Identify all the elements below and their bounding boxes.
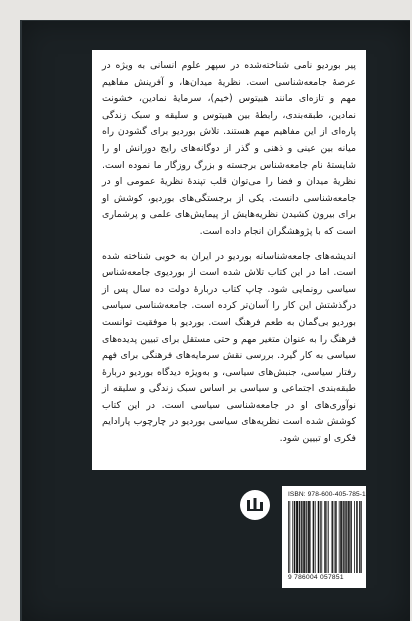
barcode-bar — [318, 501, 319, 573]
barcode-bar — [318, 501, 319, 573]
barcode-bar — [313, 501, 314, 573]
barcode-bar — [304, 501, 305, 573]
barcode-bar — [297, 501, 298, 573]
barcode-bar — [292, 501, 293, 573]
barcode-bar — [303, 501, 304, 573]
barcode-bar — [361, 501, 362, 573]
barcode-bar — [315, 501, 316, 573]
barcode-bar — [297, 501, 298, 573]
barcode-bar — [341, 501, 342, 573]
barcode-bar — [289, 501, 290, 573]
blurb-paragraph-2: اندیشه‌های جامعه‌شناسانه بوردیو در ایران به خوبی شناخته شده است. اما در این کتاب تلاش شده است از بوردیوی جامعه‌شناس سیاسی رونمایی شود. چاپ کتاب دربارهٔ دولت ده سال پس از درگذشتش این کار را آسان‌تر کرده است. جامعه‌شناسی سیاسی بوردیو بی‌گمان به طعم فرهنگ است. بوردیو با موفقیت توانست فرهنگ را به عنوان متغیر مهم و حتی مستقل برای تبیین پدیده‌های سیاسی به کار گیرد. بررسی نقش سرمایه‌های فرهنگی برای فهم رفتار سیاسی، جنبش‌های سیاسی، و به‌ویژه دیدگاه بوردیو دربارهٔ طبقه‌بندی اجتماعی و سیاسی بر اساس سبک زندگی و سلیقه از نوآوری‌های او در جامعه‌شناسی سیاسی است. در این کتاب کوشش شده است نظریه‌های سیاسی بوردیو در چارچوب پارادایم فکری او تبیین شود. — [102, 250, 356, 445]
barcode-bar — [348, 501, 349, 573]
barcode-bar — [344, 501, 345, 573]
barcode-bar — [339, 501, 340, 573]
barcode-bar — [309, 501, 310, 573]
isbn-text: ISBN: 978-600-405-785-1 — [288, 491, 366, 498]
barcode-bar — [295, 501, 296, 573]
barcode-bar — [308, 501, 309, 573]
barcode-bar — [343, 501, 344, 573]
barcode-bar — [308, 501, 309, 573]
barcode-label — [282, 486, 366, 588]
barcode-bar — [347, 501, 348, 573]
barcode-bar — [335, 501, 336, 573]
barcode-bar — [301, 501, 302, 573]
barcode-bar — [350, 501, 351, 573]
barcode-bar — [356, 501, 357, 573]
barcode-bar — [332, 501, 333, 573]
blurb-panel — [92, 50, 366, 470]
barcode-bar — [313, 501, 314, 573]
barcode-bar — [328, 501, 329, 573]
barcode-bar — [334, 501, 335, 573]
barcode-bar — [324, 501, 325, 573]
barcode-bar — [299, 501, 300, 573]
publisher-logo-icon — [240, 490, 270, 520]
barcode-bar — [320, 501, 321, 573]
barcode-bar — [332, 501, 333, 573]
barcode-bar — [354, 501, 355, 573]
barcode-bar — [340, 501, 341, 573]
barcode-bar — [300, 501, 301, 573]
barcode-bar — [310, 501, 311, 573]
barcode-bar — [326, 501, 327, 573]
barcode-bar — [302, 501, 303, 573]
barcode-bar — [349, 501, 350, 573]
barcode-bar — [294, 501, 295, 573]
barcode-bars — [288, 501, 362, 573]
barcode-bar — [305, 501, 306, 573]
barcode-bar — [306, 501, 307, 573]
barcode-bar — [351, 501, 352, 573]
barcode-bar — [346, 501, 347, 573]
barcode-bar — [357, 501, 358, 573]
barcode-bar — [359, 501, 360, 573]
barcode-bar — [296, 501, 297, 573]
barcode-digits: 9 786004 057851 — [288, 574, 344, 581]
barcode-bar — [342, 501, 343, 573]
barcode-bar — [336, 501, 337, 573]
barcode-bar — [345, 501, 346, 573]
barcode-bar — [288, 501, 289, 573]
blurb-paragraph-1: پیر بوردیو نامی شناخته‌شده در سپهر علوم انسانی به ویژه در عرصهٔ جامعه‌شناسی است. نظریهٔ میدان‌ها، و آفرینش مفاهیم مهم و تازه‌ای مانند هبیتوس (خیم)، سرمایهٔ نمادین، خشونت نمادین، طبقه‌بندی، رابطهٔ بین هبیتوس و سلیقه و سبک زندگی پاره‌ای از این مفاهیم مهم هستند. تلاش بوردیو برای گشودن راه میانه بین عینی و ذهنی و گذر از دوگانه‌های رایج دورانش او را شایستهٔ نام جامعه‌شناس برجسته و بزرگ روزگار ما نموده است. نظریهٔ میدان و فضا را می‌توان قلب تپندهٔ نظریهٔ عمومی او در جامعه‌شناسی دانست. یکی از برجستگی‌های بوردیو، کوشش او برای بیرون کشیدن نظریه‌هایش از پیمایش‌های علمی و پرشماری است که با پژوهشگران انجام داده است. — [102, 60, 356, 237]
barcode-bar — [321, 501, 322, 573]
barcode-bar — [360, 501, 361, 573]
barcode-bar — [325, 501, 326, 573]
